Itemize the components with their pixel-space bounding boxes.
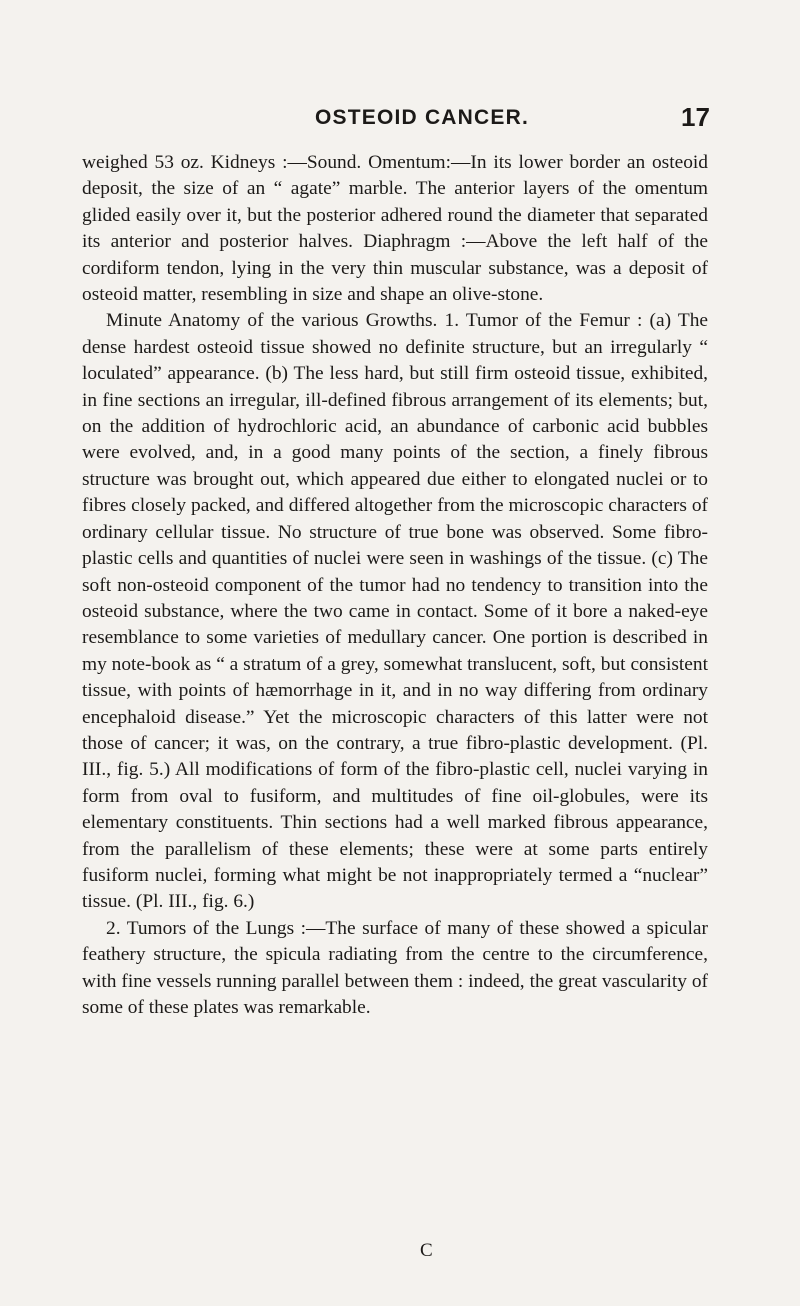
paragraph: weighed 53 oz. Kidneys :—Sound. Omentum:—In its lower border an osteoid deposit, the size of an “ agate” marble. The anterior layers of the omentum glided easily over it, but the posterior adhered round the diameter that separated its anterior and posterior halves. Diaphragm :—Above the left half of the cordiform tendon, lying in the very thin muscular substance, was a deposit of osteoid matter, resembling in size and shape an olive-stone. bbox=[82, 152, 708, 306]
paragraph: 2. Tumors of the Lungs :—The surface of many of these showed a spicular feathery structure, the spicula radiating from the centre to the circumference, with fine vessels running parallel between them : indeed, the great vascularity of some of these plates was remarkable. bbox=[82, 917, 708, 1018]
paragraph: Minute Anatomy of the various Growths. 1. Tumor of the Femur : (a) The dense hardest osteoid tissue showed no definite structure, but an irregularly “ loculated” appearance. (b) The less hard, but still firm osteoid tissue, exhibited, in fine sections an irregular, ill-defined fibrous arrangement of its elements; but, on the addition of hydrochloric acid, an abundance of carbonic acid bubbles were evolved, and, in a good many points of the section, a finely fibrous structure was brought out, which appeared due either to elongated nuclei or to fibres closely packed, and differed altogether from the microscopic characters of ordinary cellular tissue. No structure of true bone was observed. Some fibro-plastic cells and quantities of nuclei were seen in washings of the tissue. (c) The soft non-osteoid component of the tumor had no tendency to transition into the osteoid substance, where the two came in contact. Some of it bore a naked-eye resemblance to some varieties of medullary cancer. One portion is described in my note-book as “ a stratum of a grey, somewhat translucent, soft, but consistent tissue, with points of hæmorrhage in it, and in no way differing from ordinary encephaloid disease.” Yet the microscopic characters of this latter were not those of cancer; it was, on the contrary, a true fibro-plastic development. (Pl. III., fig. 5.) All modifications of form of the fibro-plastic cell, nuclei varying in form from oval to fusiform, and multitudes of fine oil-globules, were its elementary constituents. Thin sections had a well marked fibrous appearance, from the parallelism of these elements; these were at some parts entirely fusiform nuclei, forming what might be not inappropriately termed a “nuclear” tissue. (Pl. III., fig. 6.) bbox=[82, 310, 708, 913]
running-title: OSTEOID CANCER. bbox=[315, 106, 530, 129]
signature-mark: C bbox=[420, 1240, 433, 1261]
page-header bbox=[0, 102, 800, 138]
body-text bbox=[82, 150, 708, 1021]
page-number: 17 bbox=[681, 102, 710, 132]
